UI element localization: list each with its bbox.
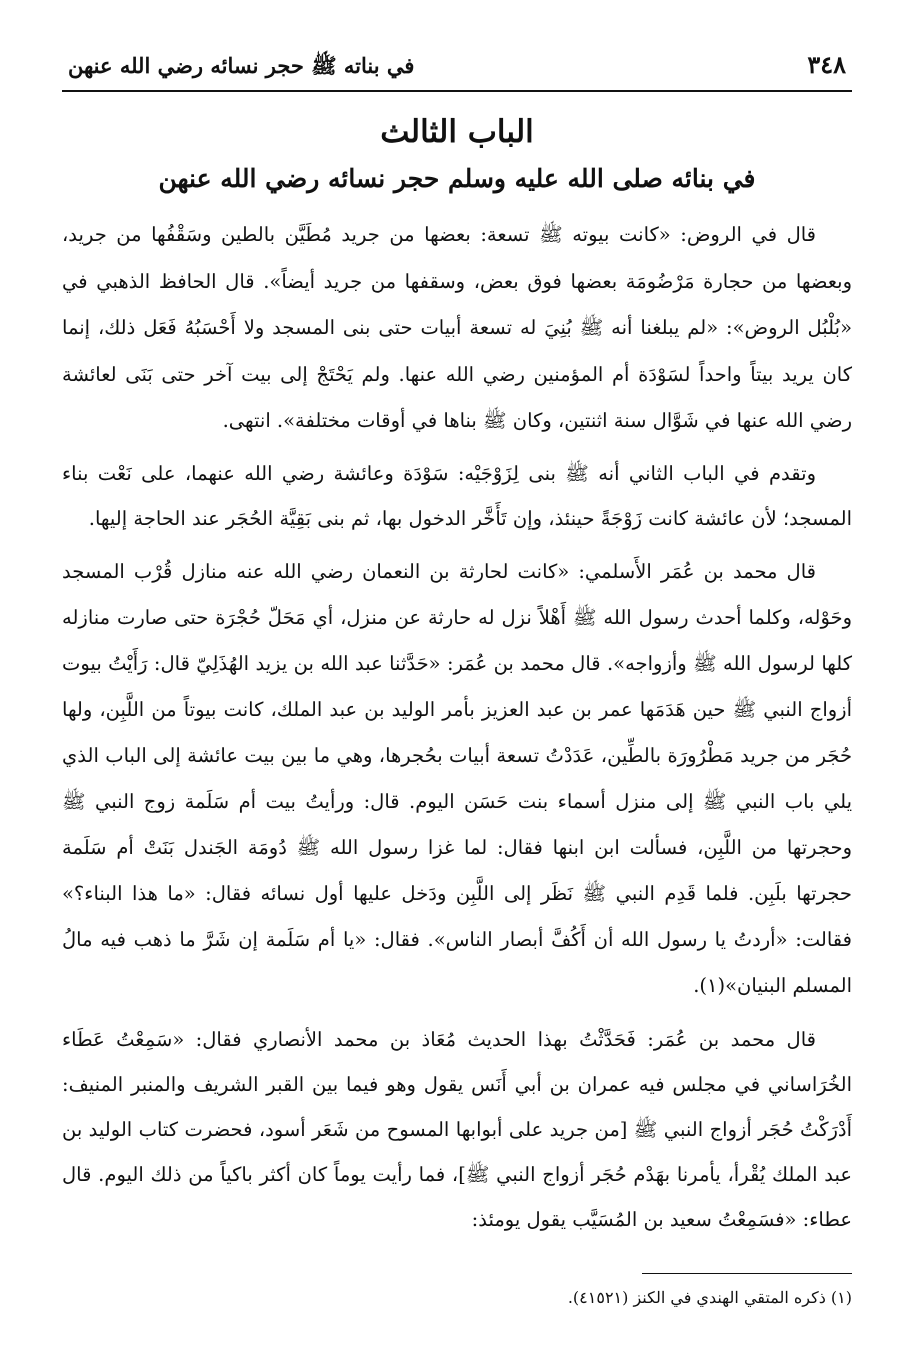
page-number: ٣٤٨ xyxy=(807,50,846,79)
footnote-divider xyxy=(642,1273,852,1274)
body-text xyxy=(62,212,852,1242)
footnote: (١) ذكره المتقي الهندي في الكنز (٤١٥٢١). xyxy=(567,1288,852,1307)
chapter-title: الباب الثالث xyxy=(380,114,534,150)
paragraph: قال في الروض: «كانت بيوته ﷺ تسعة: بعضها من جريد مُطَيَّن بالطين وسَقْفُها من جريد، وبعضها من حجارة مَرْضُومَة بعضها فوق بعض، وسقفها من جريد أيضاً». قال الحافظ الذهبي في «بُلْبُل الروض»: «لم يبلغنا أنه ﷺ بُنِيَ له تسعة أبيات حتى بنى المسجد ولا أَحْسَبُهُ فَعَل ذلك، إنما كان يريد بيتاً واحداً لسَوْدَة أم المؤمنين رضي الله عنها. ولم يَحْتَجْ إلى بيت آخر حتى بَنَى لعائشة رضي الله عنها في شَوَّال سنة اثنتين، وكان ﷺ بناها في أوقات مختلفة». انتهى. xyxy=(62,223,852,432)
running-title: في بناته ﷺ حجر نسائه رضي الله عنهن xyxy=(68,53,415,78)
chapter-subtitle: في بنائه صلى الله عليه وسلم حجر نسائه رضي الله عنهن xyxy=(158,164,756,193)
paragraph: قال محمد بن عُمَر: فَحَدَّثْتُ بهذا الحديث مُعَاذ بن محمد الأنصاري فقال: «سَمِعْتُ عَطَاء الخُرَاساني في مجلس فيه عمران بن أبي أَنَس يقول وهو فيما بين القبر الشريف والمنبر المنيف: أَدْرَكْتُ حُجَر أزواج النبي ﷺ [من جريد على أبوابها المسوح من شَعَر أسود، فحضرت كتاب الوليد بن عبد الملك يُقْرأ، يأمرنا بهَدْم حُجَر أزواج النبي ﷺ]، فما رأيت يوماً كان أكثر باكياً من ذلك اليوم. قال عطاء: «فسَمِعْتُ سعيد بن المُسَيَّب يقول يومئذ: xyxy=(62,1027,852,1231)
paragraph: وتقدم في الباب الثاني أنه ﷺ بنى لِزَوْجَيْه: سَوْدَة وعائشة رضي الله عنهما، على نَعْت بناء المسجد؛ لأن عائشة كانت زَوْجَةً حينئذ، وإن تَأَخَّر الدخول بها، ثم بنى بَقِيَّة الحُجَر عند الحاجة إليها. xyxy=(62,461,852,530)
running-header xyxy=(62,50,852,92)
book-page xyxy=(62,50,852,1350)
paragraph: قال محمد بن عُمَر الأَسلمي: «كانت لحارثة بن النعمان رضي الله عنه منازل قُرْب المسجد وحَوْله، وكلما أحدث رسول الله ﷺ أَهْلاً نزل له حارثة عن منزل، أي مَحَلّ حُجْرَة حتى صارت منازله كلها لرسول الله ﷺ وأزواجه». قال محمد بن عُمَر: «حَدَّثنا عبد الله بن يزيد الهُذَلِيّ قال: رَأَيْتُ بيوت أزواج النبي ﷺ حين هَدَمَها عمر بن عبد العزيز بأمر الوليد بن عبد الملك، كانت بيوتاً من اللَّبِن، ولها حُجَر من جريد مَطْرُورَة بالطِّين، عَدَدْتُ تسعة أبيات بحُجرها، وهي ما بين بيت عائشة إلى الباب الذي يلي باب النبي ﷺ إلى منزل أسماء بنت حَسَن اليوم. قال: ورأيتُ بيت أم سَلَمة زوج النبي ﷺ وحجرتها من اللَّبِن، فسألت ابن ابنها فقال: لما غزا رسول الله ﷺ دُومَة الجَندل بَنَتْ أم سَلَمة حجرتها بلَبِن. فلما قَدِم النبي ﷺ نَظَر إلى اللَّبِن ودَخل عليها أول نسائه فقال: «ما هذا البناء؟» فقالت: «أردتُ يا رسول الله أن أَكُفَّ أبصار الناس». فقال: «يا أم سَلَمة إن شَرَّ ما ذهب فيه مالُ المسلم البنيان»(١). xyxy=(62,559,852,997)
